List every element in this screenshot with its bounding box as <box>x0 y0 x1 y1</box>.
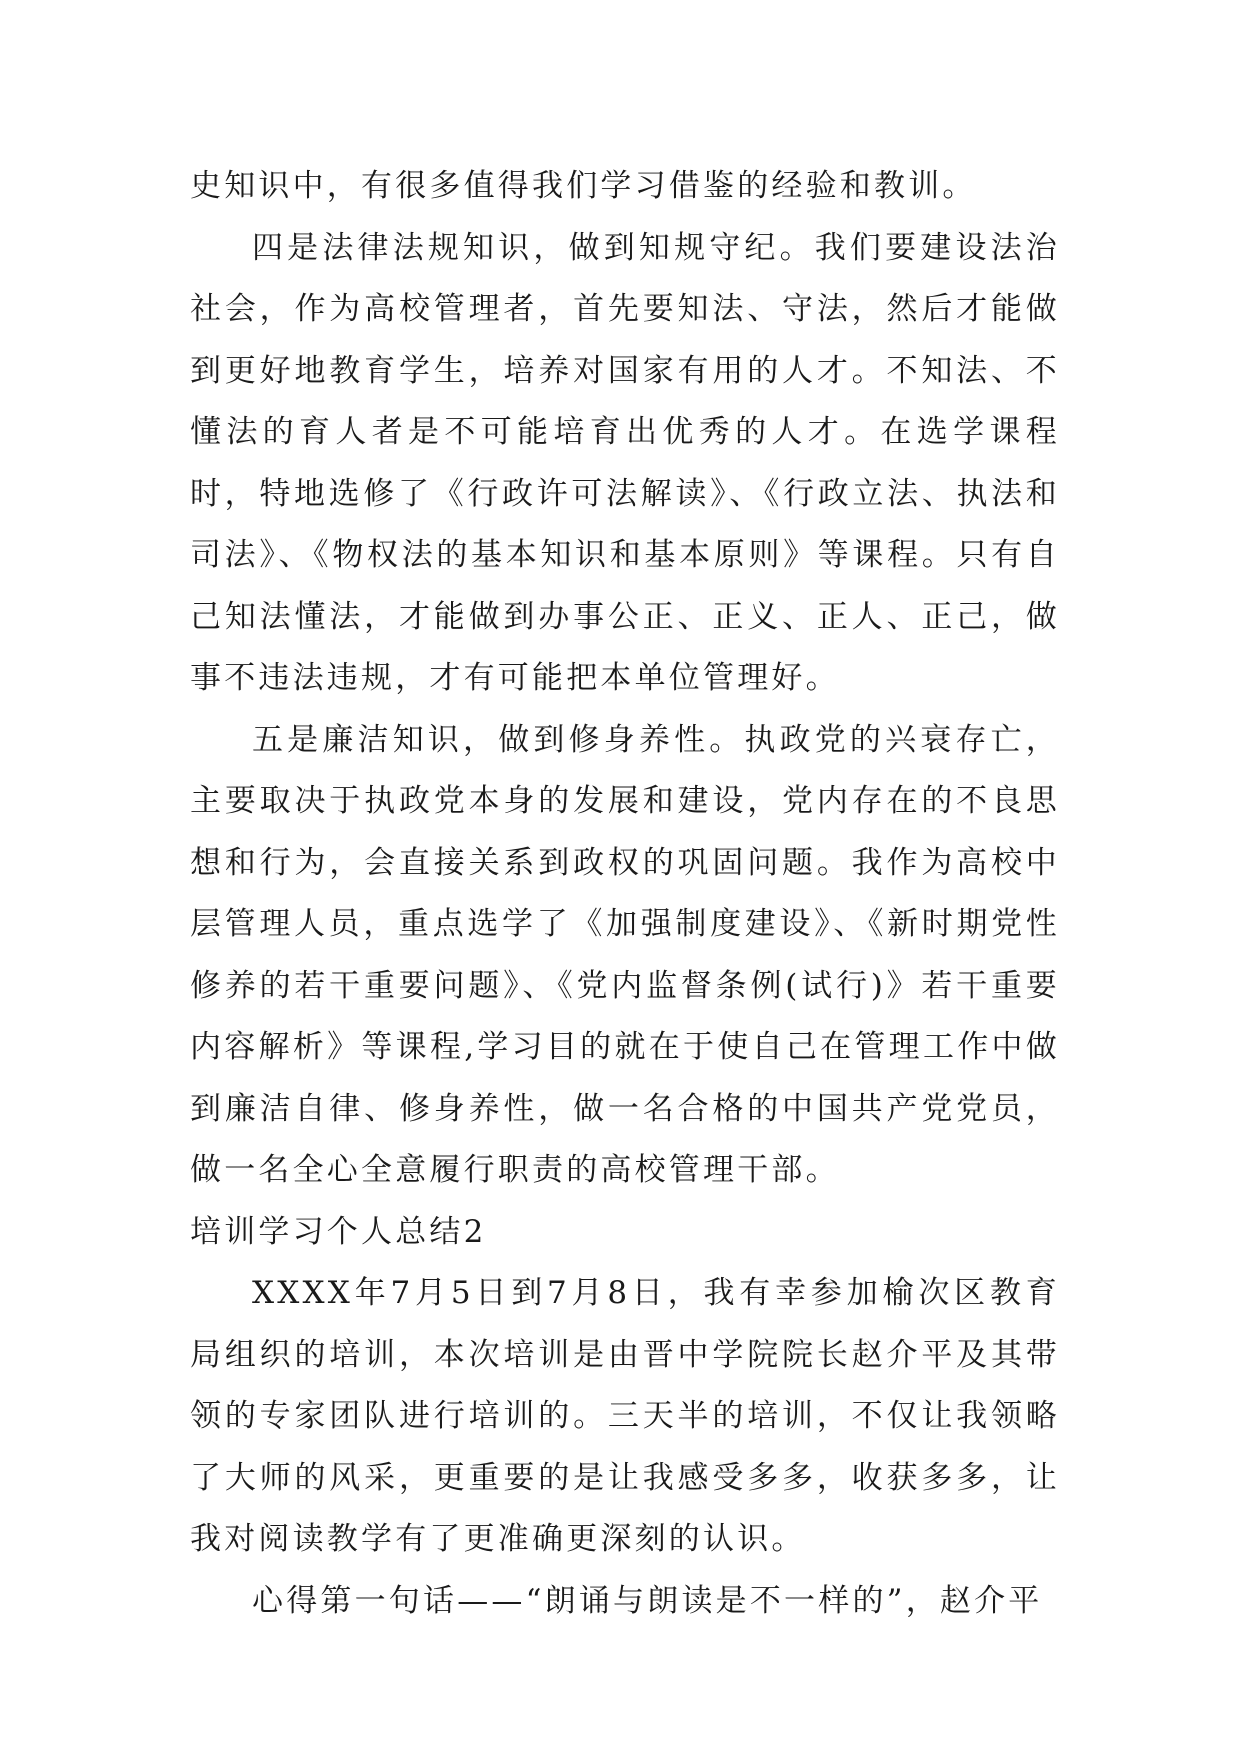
section-title: 培训学习个人总结2 <box>190 1213 487 1250</box>
paragraph-first-insight: 心得第一句话——“朗诵与朗读是不一样的”，赵介平 <box>252 1582 1043 1619</box>
paragraph-law-knowledge: 四是法律法规知识，做到知规守纪。我们要建设法治社会，作为高校管理者，首先要知法、守法，然后才能做到更好地教育学生，培养对国家有用的人才。不知法、不懂法的育人者是不可能培育出优秀的人才。在选学课程时，特地选修了《行政许可法解读》、《行政立法、执法和司法》、《物权法的基本知识和基本原则》等课程。只有自己知法懂法，才能做到办事公正、正义、正人、正己，做事不违法违规，才有可能把本单位管理好。 <box>190 229 1060 696</box>
paragraph-training-intro: XXXX年7月5日到7月8日，我有幸参加榆次区教育局组织的培训，本次培训是由晋中学院院长赵介平及其带领的专家团队进行培训的。三天半的培训，不仅让我领略了大师的风采，更重要的是让我感受多多，收获多多，让我对阅读教学有了更准确更深刻的认识。 <box>190 1275 1060 1557</box>
paragraph-integrity-knowledge: 五是廉洁知识，做到修身养性。执政党的兴衰存亡，主要取决于执政党本身的发展和建设，党内存在的不良思想和行为，会直接关系到政权的巩固问题。我作为高校中层管理人员，重点选学了《加强制度建设》、《新时期党性修养的若干重要问题》、《党内监督条例(试行)》若干重要内容解析》等课程,学习目的就在于使自己在管理工作中做到廉洁自律、修身养性，做一名合格的中国共产党党员，做一名全心全意履行职责的高校管理干部。 <box>190 721 1060 1188</box>
paragraph-history-continued: 史知识中，有很多值得我们学习借鉴的经验和教训。 <box>190 168 977 204</box>
document-body <box>190 156 1060 1632</box>
